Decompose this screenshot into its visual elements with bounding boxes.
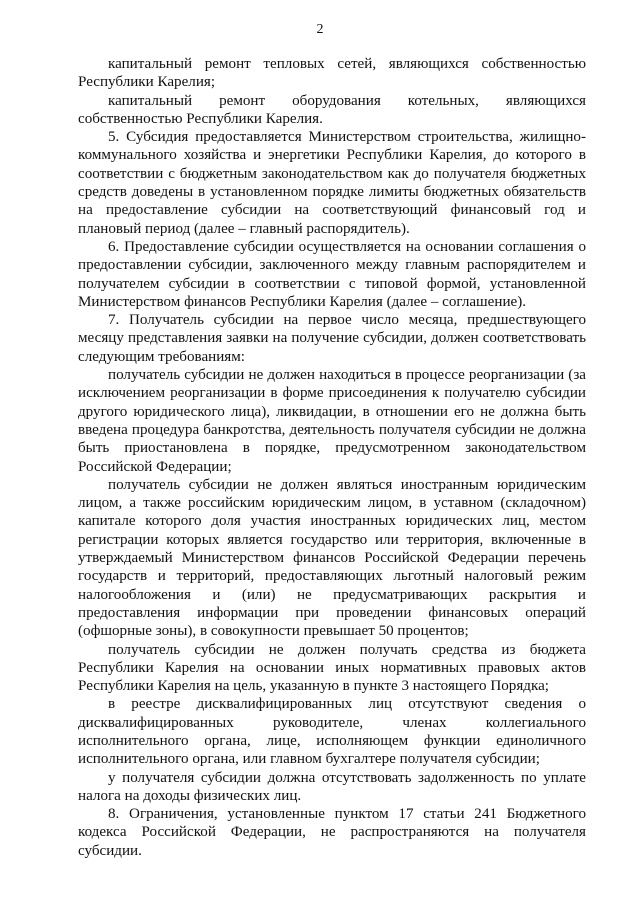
requirement-income-tax-debt: у получателя субсидии должна отсутствовать задолженность по уплате налога на доходы физических лиц. xyxy=(78,769,586,804)
paragraph-boiler-equipment: капитальный ремонт оборудования котельных, являющихся собственностью Республики Карелия. xyxy=(78,92,586,127)
paragraph-6-agreement: 6. Предоставление субсидии осуществляется на основании соглашения о предоставлении субсидии, заключенного между главным распорядителем и получателем субсидии в соответствии с типовой формой, установленной Министерством финансов Республики Карелия (далее – соглашение). xyxy=(78,238,586,310)
requirement-reorganization: получатель субсидии не должен находиться в процессе реорганизации (за исключением реорганизации в форме присоединения к получателю субсидии другого юридического лица), ликвидации, в отношении его не должна быть введена процедура банкротства, деятельность получателя субсидии не должна быть приостановлена в порядке, предусмотренном законодательством Российской Федерации; xyxy=(78,367,586,475)
page-number: 2 xyxy=(316,22,324,37)
requirement-foreign-entity: получатель субсидии не должен являться иностранным юридическим лицом, а также российским юридическим лицом, в уставном (складочном) капитале которого доля участия иностранных юридических лиц, местом регистрации которых является государство или территория, включенные в утверждаемый Министерством финансов Российской Федерации перечень государств и территорий, предоставляющих льготный налоговый режим налогообложения и (или) не предусматривающих раскрытия и предоставления информации при проведении финансовых операций (офшорные зоны), в совокупности превышает 50 процентов; xyxy=(78,476,586,640)
requirement-disqualified-persons: в реестре дисквалифицированных лиц отсутствуют сведения о дисквалифицированных руководителе, членах коллегиального исполнительного органа, лице, исполняющем функции единоличного исполнительного органа, или главном бухгалтере получателя субсидии; xyxy=(78,696,586,768)
paragraph-8-restrictions: 8. Ограничения, установленные пунктом 17 статьи 241 Бюджетного кодекса Российской Федерации, не распространяются на получателя субсидии. xyxy=(78,806,586,859)
paragraph-heating-networks: капитальный ремонт тепловых сетей, являющихся собственностью Республики Карелия; xyxy=(78,56,586,91)
document-body xyxy=(78,55,586,860)
paragraph-7-requirements: 7. Получатель субсидии на первое число месяца, предшествующего месяцу представления заявки на получение субсидии, должен соответствовать следующим требованиям: xyxy=(78,312,586,365)
requirement-other-funds: получатель субсидии не должен получать средства из бюджета Республики Карелия на основании иных нормативных правовых актов Республики Карелия на цель, указанную в пункте 3 настоящего Порядка; xyxy=(78,641,586,695)
paragraph-5-subsidy-provider: 5. Субсидия предоставляется Министерством строительства, жилищно-коммунального хозяйства и энергетики Республики Карелия, до которого в соответствии с бюджетным законодательством как до получателя бюджетных средств доведены в установленном порядке лимиты бюджетных обязательств на предоставление субсидии на соответствующий финансовый год и плановый период (далее – главный распорядитель). xyxy=(78,129,586,237)
